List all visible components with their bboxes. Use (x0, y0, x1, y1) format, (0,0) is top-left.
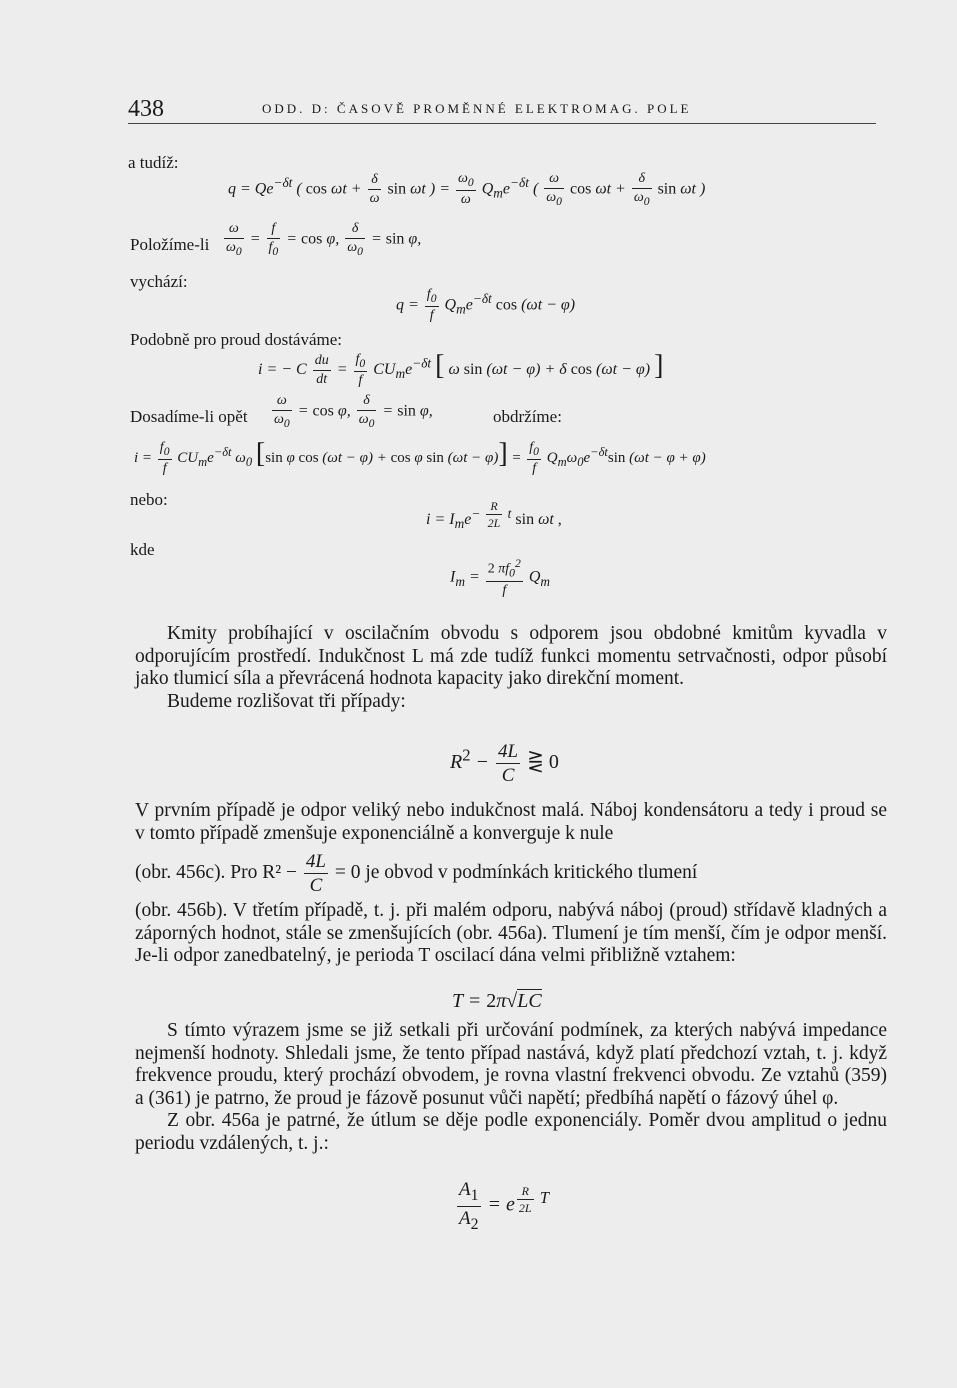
label-nebo: nebo: (130, 490, 168, 509)
paragraph-text: Kmity probíhající v oscilačním obvodu s odporem jsou obdobné kmitům kyvadla v odporujícím prostředí. Indukčnost L má zde tudíž funkci momentu setrvačnosti, odpor působí jako tlumicí síla a převrácená hodnota kapacity jako direkční moment. (135, 623, 887, 689)
equation-6: i = $\frac{f_0}{f}$ $CU_me^{-\delta t}$ $\omega_0$ [sin φ cos (ωt − φ) + cos φ sin (ωt − φ)] = $\frac{f_0}{f}$ $Q_m\omega_0e^{-\delta t}\sin$ (ωt − φ + φ) (134, 438, 706, 477)
equation-8: $I_m$ = $\frac{2 \pi f_0^2}{f}$ $Q_m$ (450, 557, 551, 599)
inline-text: = 0 je obvod v podmínkách kritického tlumení (334, 861, 698, 883)
paragraph-impedance (135, 1020, 887, 1155)
paragraph-text: Budeme rozlišovat tři případy: (167, 690, 406, 712)
equation-11: $\frac{A_1}{A_2}$ = e $^{\frac{R}{2L} T}$ (459, 1179, 550, 1233)
equation-7: $i = I_me^{- \frac{R}{2L} t}$ sin ωt , (426, 499, 562, 532)
equation-3: q = $\frac{f_0}{f}$ $Q_me^{-\delta t}$ cos (ωt − φ) (396, 287, 576, 324)
paragraph-text: S tímto výrazem jsme se již setkali při určování podmínek, za kterých nabývá impedance nejmenší hodnoty. Shledali jsme, že tento případ nastává, když platí předchozí vztah, t. j. když frekvence proudu, který prochází obvodem, je rovna vlastní frekvenci obvodu. Ze vztahů (359) a (361) je patrno, že proud je fázově posunut vůči napětí; předbíhá napětí o fázový úhel φ. (135, 1020, 887, 1109)
paragraph-kriticke-tlumeni: (obr. 456c). Pro R² − $\frac{4L}{C}$ = 0 je obvod v podmínkách kritického tlumení (135, 851, 698, 896)
running-title: ODD. D: ČASOVĚ PROMĚNNÉ ELEKTROMAG. POLE (262, 101, 692, 116)
equation-1: $q = Qe^{-\delta t}$ ( cos ωt + $\frac{\delta}{\omega}$ sin ωt ) = $\frac{\omega_0}{\omega}$ $Q_me^{-\delta t}$ ( $\frac{\omega}{\omega_0}$ cos ωt + $\frac{\delta}{\omega_0}$ sin ωt ) (228, 171, 706, 208)
label-podobne: Podobně pro proud dostáváme: (130, 330, 342, 349)
paragraph-kmity (135, 623, 887, 713)
label-polozime-li: Položíme-li (130, 235, 210, 254)
label-a-tudiz: a tudíž: (128, 153, 179, 172)
label-obdrzime: obdržíme: (493, 407, 562, 426)
paragraph-treti-pripad (135, 900, 887, 968)
paragraph-text: Z obr. 456a je patrné, že útlum se děje podle exponenciály. Poměr dvou amplitud o jednu periodu vzdálených, t. j.: (135, 1110, 887, 1154)
label-kde: kde (130, 540, 155, 559)
equation-10: T = 2π√LC (452, 990, 542, 1012)
header-rule (128, 123, 876, 124)
label-dosadime-li: Dosadíme-li opět (130, 407, 248, 426)
inline-text: (obr. 456c). Pro R² − (135, 861, 297, 883)
page-number: 438 (128, 96, 164, 122)
paragraph-text: (obr. 456b). V třetím případě, t. j. při malém odporu, nabývá náboj (proud) střídavě kladných a záporných hodnot, stále se zmenšujících (obr. 456a). Tlumení je tím menší, čím je odpor menší. Je-li odpor zanedbatelný, je perioda T oscilací dána velmi přibližně vztahem: (135, 900, 887, 966)
equation-5: $\frac{\omega}{\omega_0}$ = cos φ, $\frac{\delta}{\omega_0}$ = sin φ, (274, 393, 433, 430)
label-vychazi: vychází: (130, 272, 188, 291)
equation-2: $\frac{\omega}{\omega_0}$ = $\frac{f}{f_0}$ = cos φ, $\frac{\delta}{\omega_0}$ = sin φ, (226, 221, 422, 258)
paragraph-prvni-pripad (135, 800, 887, 845)
equation-4: i = − C $\frac{du}{dt}$ = $\frac{f_0}{f}$ $CU_me^{-\delta t}$ [ ω sin (ωt − φ) + δ cos (ωt − φ) ] (258, 350, 664, 389)
equation-9: $R^2$ − $\frac{4L}{C}$ ⋛ 0 (450, 741, 559, 786)
paragraph-text: V prvním případě je odpor veliký nebo indukčnost malá. Náboj kondensátoru a tedy i proud se v tomto případě zmenšuje exponenciálně a konverguje k nule (135, 800, 887, 844)
